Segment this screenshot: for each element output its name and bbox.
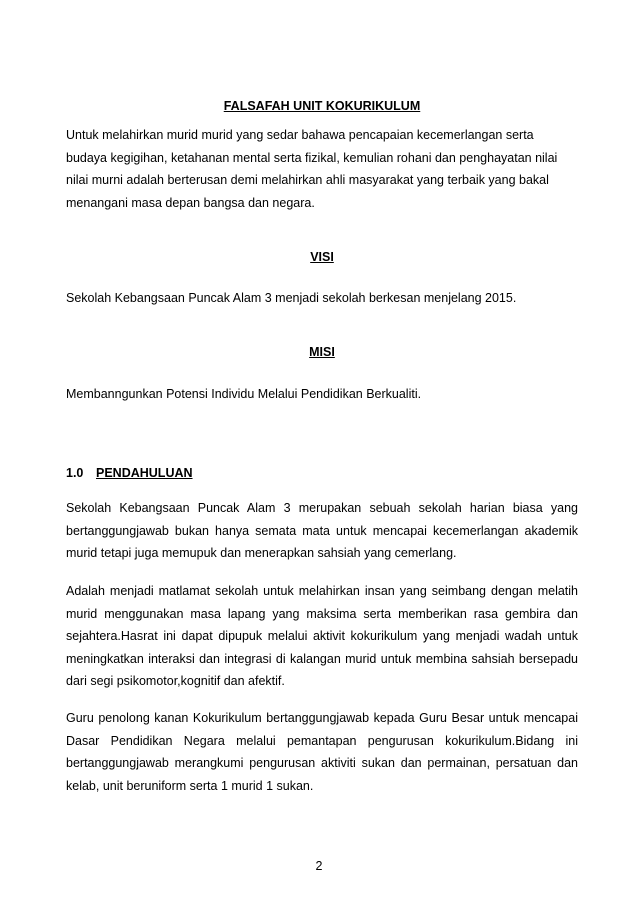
pendahuluan-section-heading	[66, 465, 578, 481]
section-number: 1.0	[66, 466, 84, 480]
visi-heading: VISI	[310, 250, 334, 264]
falsafah-paragraph: Untuk melahirkan murid murid yang sedar bahawa pencapaian kecemerlangan serta budaya kegigihan, ketahanan mental serta fizikal, kemulian rohani dan penghayatan nilai nilai murni adalah berterusan demi melahirkan ahli masyarakat yang terbaik yang bakal menangani masa depan bangsa dan negara.	[66, 128, 558, 210]
misi-heading: MISI	[309, 345, 335, 359]
visi-paragraph: Sekolah Kebangsaan Puncak Alam 3 menjadi sekolah berkesan menjelang 2015.	[66, 291, 517, 305]
pendahuluan-paragraph-2: Adalah menjadi matlamat sekolah untuk melahirkan insan yang seimbang dengan melatih murid menggunakan masa lapang yang maksima serta memberikan rasa gembira dan sejahtera.Hasrat ini dapat dipupuk melalui aktivit kokurikulum yang menjadi wadah untuk meningkatkan interaksi dan integrasi di kalangan murid untuk membina sahsiah bersepadu dari segi psikomotor,kognitif dan afektif.	[66, 584, 578, 688]
page-number: 2	[315, 859, 323, 873]
falsafah-heading: FALSAFAH UNIT KOKURIKULUM	[223, 99, 421, 113]
pendahuluan-paragraph-1: Sekolah Kebangsaan Puncak Alam 3 merupakan sebuah sekolah harian biasa yang bertanggungjawab bukan hanya semata mata untuk mencapai kecemerlangan akademik murid tetapi juga memupuk dan menerapkan sahsiah yang cemerlang.	[66, 501, 578, 560]
pendahuluan-paragraph-3: Guru penolong kanan Kokurikulum bertanggungjawab kepada Guru Besar untuk mencapai Dasar Pendidikan Negara melalui pemantapan pengurusan kokurikulum.Bidang ini bertanggungjawab merangkumi pengurusan aktiviti sukan dan permainan, persatuan dan kelab, unit beruniform serta 1 murid 1 sukan.	[66, 711, 578, 793]
section-title: PENDAHULUAN	[96, 466, 193, 480]
misi-paragraph: Membanngunkan Potensi Individu Melalui Pendidikan Berkualiti.	[66, 387, 422, 401]
